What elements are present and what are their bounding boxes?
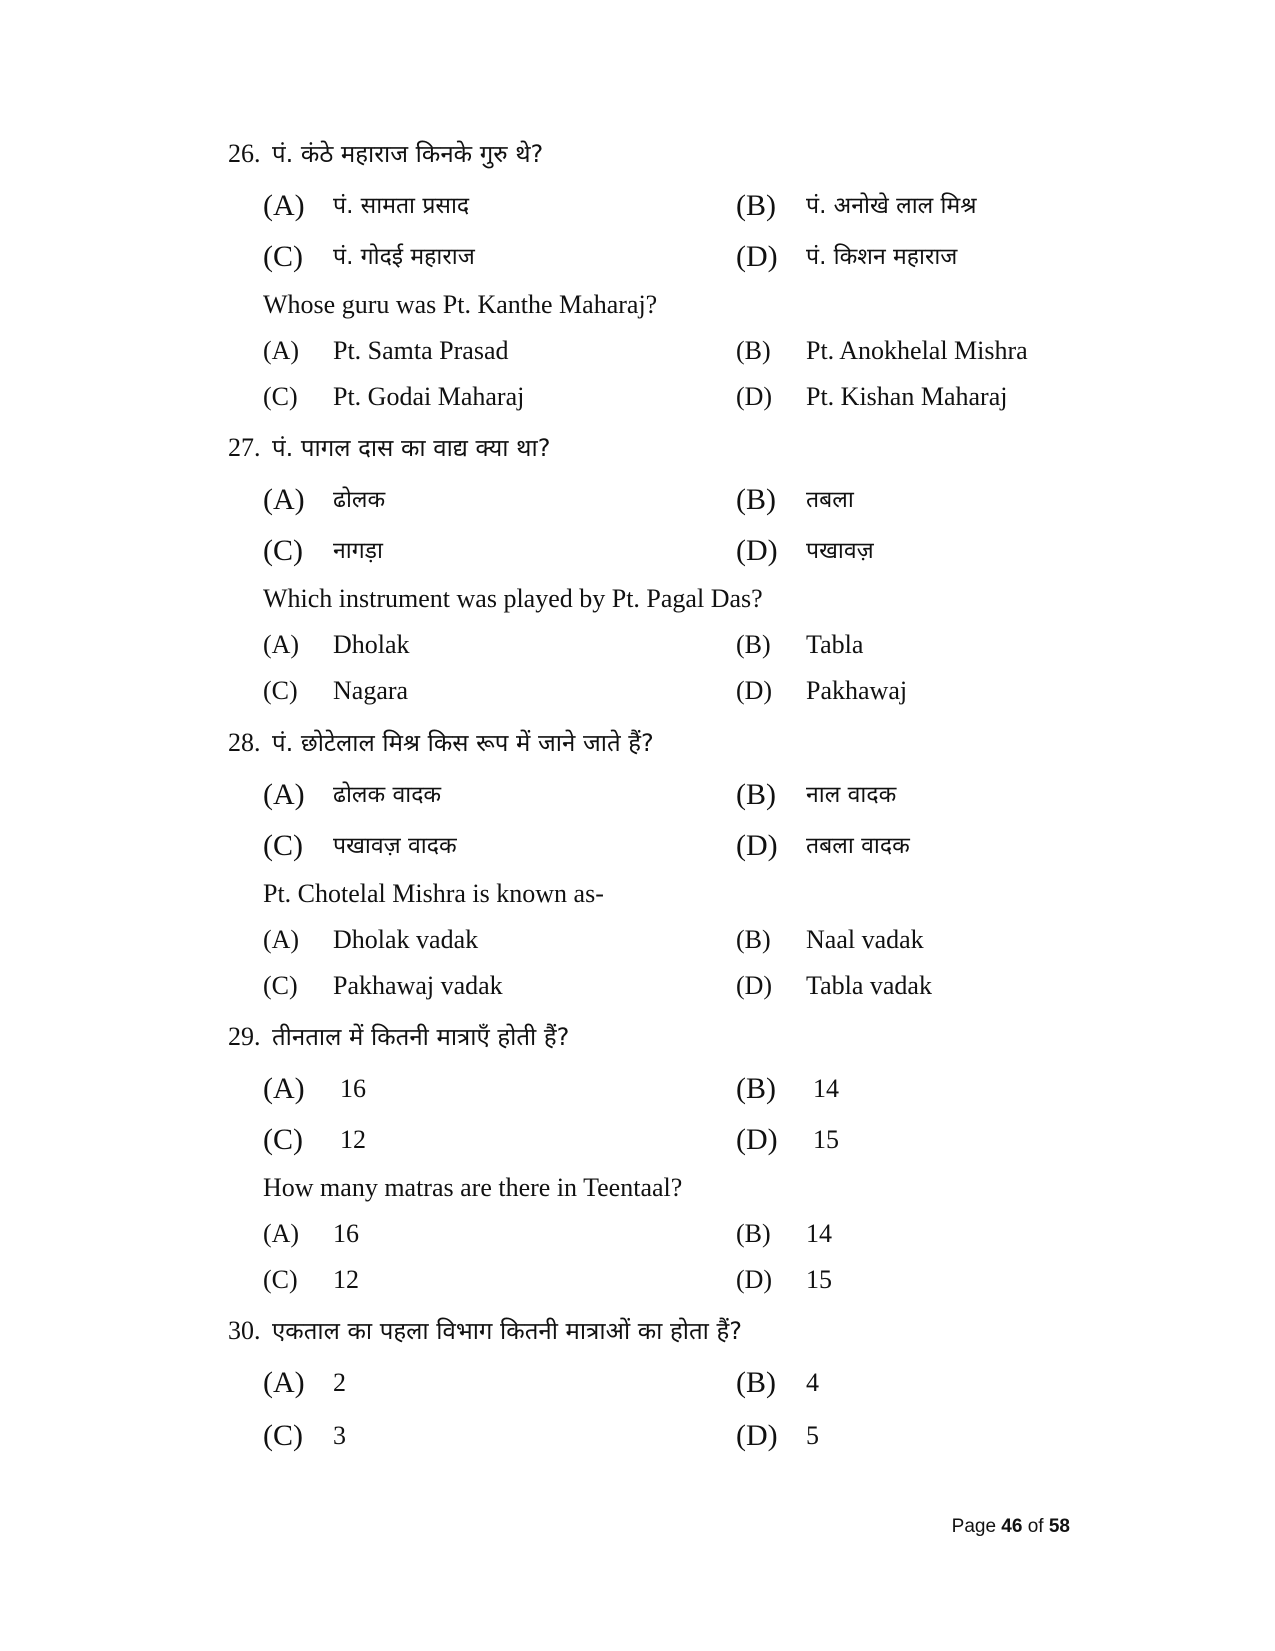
option-label-d: (D): [736, 829, 778, 862]
option-text-d: तबला वादक: [806, 833, 910, 859]
options-row-cd-english: [0, 377, 1275, 417]
option-text-b: तबला: [806, 487, 854, 513]
option-label-a: (A): [263, 1072, 305, 1105]
question-28-hindi: [0, 723, 1275, 763]
option-text-a: Dholak vadak: [333, 925, 479, 954]
options-row-ab-english: [0, 331, 1275, 371]
option-label-d: (D): [736, 971, 773, 1000]
option-label-d: (D): [736, 382, 773, 411]
option-text-d: 15: [813, 1125, 839, 1154]
options-row-cd-english: [0, 1260, 1275, 1300]
page-label: Page: [951, 1516, 997, 1537]
question-text-hindi: पं. पागल दास का वाद्य क्या था?: [272, 434, 551, 462]
option-label-c: (C): [263, 534, 303, 567]
options-row-cd-english: [0, 671, 1275, 711]
option-label-b: (B): [736, 336, 771, 365]
question-26-english: [0, 285, 1275, 325]
option-text-c: 12: [340, 1125, 366, 1154]
options-row-ab-hindi: [0, 1069, 1275, 1109]
option-label-c: (C): [263, 382, 298, 411]
option-text-a: ढोलक: [333, 487, 386, 513]
current-page-number: 46: [1001, 1516, 1023, 1537]
option-text-d: Pakhawaj: [806, 676, 908, 705]
question-29-english: [0, 1168, 1275, 1208]
options-row-ab-hindi: [0, 775, 1275, 815]
question-number: 29.: [228, 1022, 261, 1051]
option-text-c: 12: [333, 1265, 359, 1294]
option-text-c: पं. गोदई महाराज: [333, 244, 475, 270]
option-label-d: (D): [736, 1123, 778, 1156]
option-text-b: Tabla: [806, 630, 864, 659]
question-number: 28.: [228, 728, 261, 757]
option-label-a: (A): [263, 778, 305, 811]
option-text-c: पखावज़ वादक: [333, 833, 457, 859]
option-label-c: (C): [263, 1123, 303, 1156]
option-text-d: 5: [806, 1421, 819, 1450]
options-row-cd-hindi: [0, 531, 1275, 571]
question-text-hindi: तीनताल में कितनी मात्राएँ होती हैं?: [272, 1023, 570, 1051]
option-text-b: 14: [806, 1219, 832, 1248]
option-text-b: 4: [806, 1368, 819, 1397]
question-27-english: [0, 579, 1275, 619]
question-28-english: [0, 874, 1275, 914]
options-row-cd-english: [0, 966, 1275, 1006]
option-text-a: Pt. Samta Prasad: [333, 336, 509, 365]
option-text-d: 15: [806, 1265, 832, 1294]
option-label-b: (B): [736, 483, 776, 516]
question-29-hindi: [0, 1017, 1275, 1057]
question-text-english: Which instrument was played by Pt. Pagal Das?: [263, 584, 763, 613]
option-text-d: पं. किशन महाराज: [806, 244, 958, 270]
question-30-hindi: [0, 1311, 1275, 1351]
option-text-c: Pakhawaj vadak: [333, 971, 503, 1000]
question-26-hindi: [0, 134, 1275, 174]
option-text-b: 14: [813, 1074, 839, 1103]
option-label-d: (D): [736, 1419, 778, 1452]
option-text-d: Pt. Kishan Maharaj: [806, 382, 1008, 411]
option-label-a: (A): [263, 483, 305, 516]
option-label-c: (C): [263, 240, 303, 273]
option-text-c: Nagara: [333, 676, 409, 705]
option-label-d: (D): [736, 240, 778, 273]
question-text-english: How many matras are there in Teentaal?: [263, 1173, 683, 1202]
option-label-b: (B): [736, 778, 776, 811]
options-row-ab-hindi: [0, 480, 1275, 520]
option-label-c: (C): [263, 971, 298, 1000]
option-text-a: 2: [333, 1368, 346, 1397]
option-label-d: (D): [736, 1265, 773, 1294]
option-label-b: (B): [736, 1072, 776, 1105]
option-text-c: Pt. Godai Maharaj: [333, 382, 525, 411]
option-text-b: Pt. Anokhelal Mishra: [806, 336, 1028, 365]
options-row-cd-hindi: [0, 1120, 1275, 1160]
option-label-a: (A): [263, 189, 305, 222]
option-text-b: नाल वादक: [806, 782, 897, 808]
option-text-a: Dholak: [333, 630, 410, 659]
option-label-b: (B): [736, 1366, 776, 1399]
options-row-ab-english: [0, 625, 1275, 665]
question-text-hindi: एकताल का पहला विभाग कितनी मात्राओं का होता हैं?: [272, 1317, 742, 1345]
question-number: 26.: [228, 139, 261, 168]
option-label-a: (A): [263, 630, 300, 659]
question-text-english: Whose guru was Pt. Kanthe Maharaj?: [263, 290, 658, 319]
option-label-d: (D): [736, 534, 778, 567]
option-label-c: (C): [263, 829, 303, 862]
option-label-b: (B): [736, 1219, 771, 1248]
option-label-d: (D): [736, 676, 773, 705]
option-text-c: नागड़ा: [333, 538, 383, 564]
question-27-hindi: [0, 428, 1275, 468]
option-label-a: (A): [263, 1219, 300, 1248]
page-of-label: of: [1027, 1516, 1044, 1537]
page-footer: [0, 1512, 1070, 1542]
question-number: 30.: [228, 1316, 261, 1345]
option-text-a: ढोलक वादक: [333, 782, 442, 808]
option-text-d: पखावज़: [806, 538, 874, 564]
option-text-b: पं. अनोखे लाल मिश्र: [806, 193, 977, 219]
question-text-hindi: पं. छोटेलाल मिश्र किस रूप में जाने जाते हैं?: [272, 729, 654, 757]
option-label-b: (B): [736, 630, 771, 659]
option-label-a: (A): [263, 336, 300, 365]
options-row-cd-hindi: [0, 826, 1275, 866]
options-row-ab-hindi: [0, 1363, 1275, 1403]
question-text-hindi: पं. कंठे महाराज किनके गुरु थे?: [272, 140, 544, 168]
option-text-a: पं. सामता प्रसाद: [333, 193, 470, 219]
option-text-b: Naal vadak: [806, 925, 924, 954]
option-label-a: (A): [263, 925, 300, 954]
option-label-c: (C): [263, 1265, 298, 1294]
options-row-ab-english: [0, 1214, 1275, 1254]
options-row-ab-english: [0, 920, 1275, 960]
question-number: 27.: [228, 433, 261, 462]
total-page-number: 58: [1048, 1516, 1070, 1537]
option-text-c: 3: [333, 1421, 346, 1450]
option-text-a: 16: [333, 1219, 359, 1248]
question-text-english: Pt. Chotelal Mishra is known as-: [263, 879, 604, 908]
options-row-cd-hindi: [0, 237, 1275, 277]
option-label-c: (C): [263, 676, 298, 705]
options-row-ab-hindi: [0, 186, 1275, 226]
option-text-d: Tabla vadak: [806, 971, 932, 1000]
option-label-a: (A): [263, 1366, 305, 1399]
option-label-c: (C): [263, 1419, 303, 1452]
option-text-a: 16: [340, 1074, 366, 1103]
options-row-cd-hindi: [0, 1416, 1275, 1456]
option-label-b: (B): [736, 925, 771, 954]
option-label-b: (B): [736, 189, 776, 222]
